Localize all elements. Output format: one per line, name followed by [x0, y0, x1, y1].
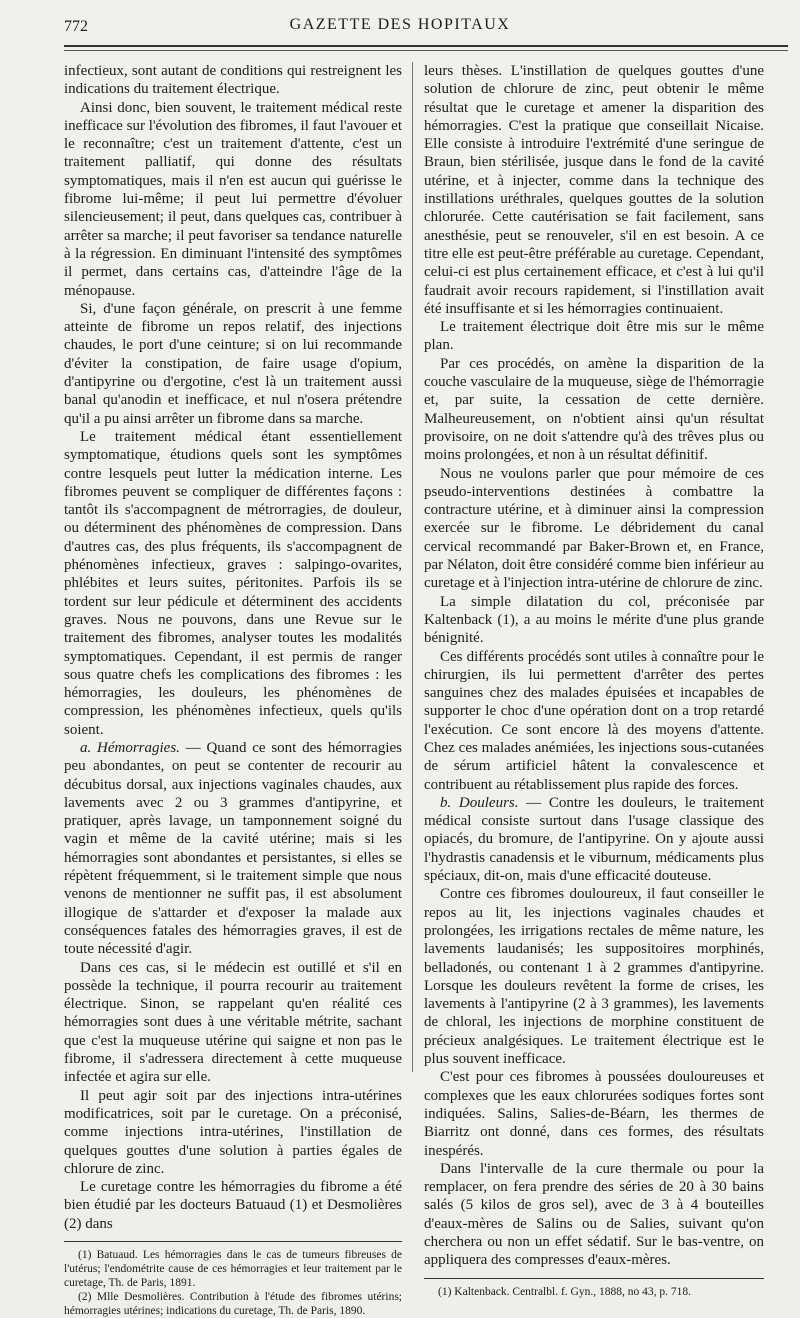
- left-column: [64, 62, 402, 1318]
- header-rule-thin: [64, 50, 788, 51]
- paragraph-pain: [424, 794, 764, 885]
- paragraph-hemorrhages: [64, 739, 402, 959]
- journal-title: GAZETTE DES HOPITAUX: [289, 16, 511, 33]
- footnote-rule: [424, 1278, 764, 1279]
- paragraph: Il peut agir soit par des injections intra-utérines modificatrices, soit par le curetage. On a préconisé, comme injections intra-utérines, l'instillation de quelques gouttes d'une solution à parties égales de chlorure de zinc.: [64, 1087, 402, 1177]
- paragraph-text: — Contre les douleurs, le traitement médical consiste surtout dans l'usage classique des opiacés, du bromure, de l'antipyrine. On y ajoute aussi l'hydrastis canadensis et le viburnum, médicaments plus spéciaux, dit-on, mais d'une efficacité douteuse.: [424, 794, 764, 885]
- paragraph: infectieux, sont autant de conditions qui restreignent les indications du traitement électrique.: [64, 63, 402, 98]
- paragraph: leurs thèses. L'instillation de quelques gouttes d'une solution de chlorure de zinc, peut obtenir le même résultat que le curetage et amener la disparition des hémorragies. C'est la pratique que conseillait Nicaise. Elle consiste à introduire l'extrémité d'une seringue de Braun, bien stérilisée, jusque dans le fond de la cavité utérine, et à injecter, comme dans la technique des instillations uréthrales, quelques gouttes de la solution chlorurée. Cette cautérisation se fait facilement, sans anesthésie, peut se renouveler, s'il en est besoin. A ce titre elle est peut-être préférable au curetage. Cependant, celui-ci est plus certainement efficace, et c'est à lui qu'il faudrait avoir recours rapidement, si l'instillation avait été insuffisante et si les hémorragies continuaient.: [424, 63, 764, 317]
- paragraph: Contre ces fibromes douloureux, il faut conseiller le repos au lit, les injections vaginales chaudes et prolongées, les irrigations rectales de même nature, les lavements laudanisés; les suppositoires morphinés, belladonés, ou contenant 1 à 2 grammes d'antipyrine. Lorsque les douleurs revêtent la forme de crises, les lavements à l'antipyrine (2 à 3 grammes), les lavements de chloral, les injections de morphine constituent de précieux analgésiques. Le traitement électrique est le plus souvent inefficace.: [424, 886, 764, 1068]
- paragraph: Dans ces cas, si le médecin est outillé et s'il en possède la technique, il pourra recourir au traitement électrique. Sinon, se rappelant qu'en réalité ces hémorragies sont dues à une véritable métrite, sachant que c'est la muqueuse utérine qui saigne et non pas le fibrome, il s'adressera directement à cette muqueuse infectée et agira sur elle.: [64, 959, 402, 1086]
- paragraph: Ainsi donc, bien souvent, le traitement médical reste inefficace sur l'évolution des fibromes, il faut l'avouer et le reconnaître; c'est un traitement d'attente, c'est un traitement palliatif, qui donne des résultats symptomatiques, mais il n'en est aucun qui guérisse le fibrome lui-même; il peut lui permettre d'évoluer silencieusement; il peut, dans quelques cas, contribuer à arrêter sa marche; il peut favoriser sa tendance naturelle à la régression. En diminuant l'intensité des symptômes il permet, dans certains cas, d'atteindre l'âge de la ménopause.: [64, 99, 402, 299]
- paragraph: Le traitement électrique doit être mis sur le même plan.: [424, 319, 764, 354]
- header-rule: [64, 45, 788, 47]
- paragraph: Ces différents procédés sont utiles à connaître pour le chirurgien, ils lui permettent d'arrêter des pertes sanguines chez des malades épuisées et incapables de supporter le choc d'une opération dont on a trop retardé l'exécution. Ce sont encore là des moyens d'attente. Chez ces malades anémiées, les injections sous-cutanées de sérum artificiel hâtent la convalescence et contribuent au rétablissement plus rapide des forces.: [424, 648, 764, 793]
- page-number: 772: [64, 18, 88, 35]
- section-label-hemorrhages: a. Hémorragies.: [80, 739, 180, 756]
- footnote: (1) Batuaud. Les hémorragies dans le cas de tumeurs fibreuses de l'utérus; l'endométrite cause de ces hémorragies et leur traitement par le curetage, Th. de Paris, 1891.: [64, 1249, 402, 1289]
- paragraph: Le traitement médical étant essentiellement symptomatique, étudions quels sont les symptômes contre lesquels peut lutter la médication interne. Les fibromes peuvent se compliquer de différentes façons : tantôt ils s'accompagnent de métrorragies, de douleur, ou déterminent des phénomènes de compression. Dans d'autres cas, des plus fréquents, ils s'accompagnent de phénomènes infectieux, graves : salpingo-ovarites, phlébites et leurs suites, péritonites. Parfois ils se tordent sur leur pédicule et déterminent des accidents graves. Nous ne pouvons, dans une Revue sur le traitement des fibromes, analyser toutes les modalités symptomatiques. Cependant, il est permis de ranger sous quatre chefs les complications des fibromes : les hémorragies, les douleurs, les phénomènes de compression, les phénomènes infectieux, quels qu'ils soient.: [64, 428, 402, 738]
- section-label-pain: b. Douleurs.: [440, 794, 519, 811]
- footnotes-right: [424, 1285, 764, 1299]
- paragraph: Le curetage contre les hémorragies du fibrome a été bien étudié par les docteurs Batuaud (1) et Desmolières (2) dans: [64, 1179, 402, 1232]
- paragraph-text: — Quand ce sont des hémorragies peu abondantes, on peut se contenter de recourir au décubitus dorsal, aux injections vaginales chaudes, aux lavements avec 2 ou 3 grammes d'antipyrine, et pratiquer, après lavage, un tamponnement soigné du vagin et même de la cavité utérine; mais si les hémorragies sont abondantes et persistantes, si elles se répètent fréquemment, si le traitement simple que nous venons de mentionner ne suffit pas, il est absolument illogique de s'attarder et d'exposer la malade aux conséquences fatales des hémorragies graves, il est de toute nécessité d'agir.: [64, 739, 402, 958]
- right-column: [424, 62, 764, 1299]
- running-head: [40, 14, 760, 42]
- paragraph: La simple dilatation du col, préconisée par Kaltenback (1), a au moins le mérite d'une plus grande bénignité.: [424, 593, 764, 647]
- paragraph: Dans l'intervalle de la cure thermale ou pour la remplacer, on fera prendre des séries de 20 à 30 bains salés (5 kilos de gros sel), avec de 3 à 4 bouteilles d'eaux-mères de Salins ou de Salies, suivant qu'on cherchera ou non un effet sédatif. Sur le bas-ventre, on appliquera des compresses d'eaux-mères.: [424, 1160, 764, 1269]
- paragraph: Par ces procédés, on amène la disparition de la couche vasculaire de la muqueuse, siège de l'hémorragie et, par suite, la cessation de cette dernière. Malheureusement, on n'obtient ainsi qu'un résultat provisoire, on ne doit s'attendre qu'à des trêves plus ou moins prolongées, et non à un résultat définitif.: [424, 355, 764, 464]
- footnote: (1) Kaltenback. Centralbl. f. Gyn., 1888, no 43, p. 718.: [438, 1285, 691, 1298]
- paragraph: Si, d'une façon générale, on prescrit à une femme atteinte de fibrome un repos relatif, des injections chaudes, le port d'une ceinture; si on lui recommande d'éviter la constipation, de faire usage d'opium, d'antipyrine ou d'ergotine, c'est là un traitement aussi banal qu'anodin et inefficace, et nul n'osera prétendre qu'il a pu ainsi arrêter un fibrome dans sa marche.: [64, 300, 402, 427]
- footnote: (2) Mlle Desmolières. Contribution à l'étude des fibromes utérins; hémorragies utérines; indications du curetage, Th. de Paris, 1890.: [64, 1291, 402, 1317]
- paragraph: Nous ne voulons parler que pour mémoire de ces pseudo-interventions destinées à combattre la contracture utérine, et à diminuer ainsi la compression exercée sur le fibrome. Le débridement du canal cervical recommandé par Baker-Brown et, en France, par Nélaton, doit être considéré comme bien inférieur au curetage et à l'injection intra-utérine de chlorure de zinc.: [424, 465, 764, 592]
- footnote-rule: [64, 1241, 402, 1242]
- column-separator: [412, 62, 413, 1072]
- paragraph: C'est pour ces fibromes à poussées douloureuses et complexes que les eaux chlorurées sodiques fortes sont indiquées. Salins, Salies-de-Béarn, les thermes de Biarritz ont donné, dans ces formes, des résultats inespérés.: [424, 1069, 764, 1159]
- footnotes-left: [64, 1248, 402, 1318]
